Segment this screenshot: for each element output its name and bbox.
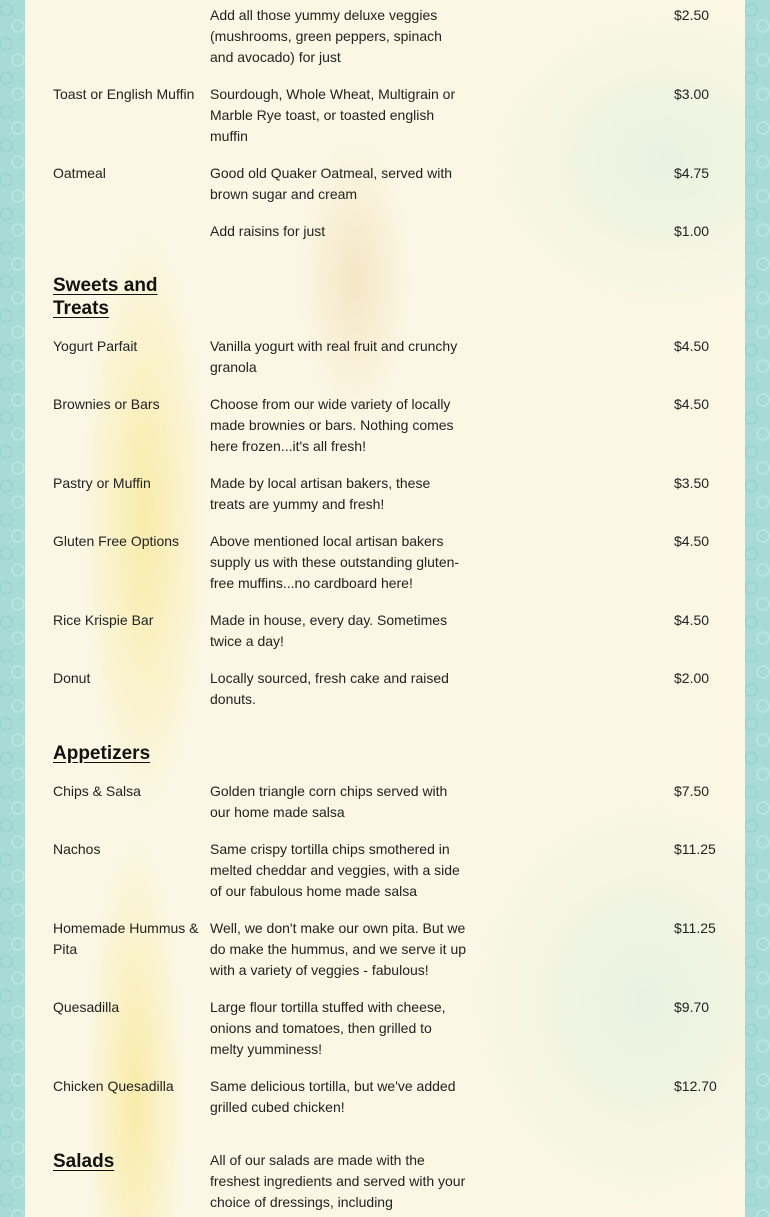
item-price: $3.00: [674, 86, 710, 102]
section-heading-sweets: Sweets and Treats: [53, 275, 158, 319]
item-description: Add all those yummy deluxe veggies (mushrooms, green peppers, spinach and avocado) for just: [210, 7, 442, 65]
item-description: Made by local artisan bakers, these treats are yummy and fresh!: [210, 475, 431, 512]
menu-page: [25, 0, 745, 1217]
item-name: Nachos: [53, 841, 101, 857]
item-price: $9.70: [674, 999, 710, 1015]
item-name: Yogurt Parfait: [53, 338, 138, 354]
item-name: Donut: [53, 670, 91, 686]
item-description: Above mentioned local artisan bakers supply us with these outstanding gluten-free muffins...no cardboard here!: [210, 533, 460, 591]
item-description: Made in house, every day. Sometimes twice a day!: [210, 612, 448, 649]
item-price: $2.00: [674, 670, 710, 686]
item-description: Choose from our wide variety of locally made brownies or bars. Nothing comes here frozen...it's all fresh!: [210, 396, 454, 454]
item-description: Add raisins for just: [210, 223, 326, 239]
section-heading-salads: Salads: [53, 1151, 115, 1172]
section-heading-appetizers: Appetizers: [53, 743, 151, 764]
item-price: $4.50: [674, 612, 710, 628]
item-description: Locally sourced, fresh cake and raised donuts.: [210, 670, 449, 707]
item-price: $12.70: [674, 1078, 717, 1094]
right-border-pattern: [745, 0, 770, 1217]
item-description: Good old Quaker Oatmeal, served with brown sugar and cream: [210, 165, 453, 202]
item-name: Pastry or Muffin: [53, 475, 151, 491]
item-price: $3.50: [674, 475, 710, 491]
item-price: $7.50: [674, 783, 710, 799]
item-description: Golden triangle corn chips served with our home made salsa: [210, 783, 448, 820]
item-description: Large flour tortilla stuffed with cheese, onions and tomatoes, then grilled to melty yumminess!: [210, 999, 446, 1057]
item-name: Brownies or Bars: [53, 396, 160, 412]
item-description: Same delicious tortilla, but we've added grilled cubed chicken!: [210, 1078, 456, 1115]
item-price: $4.50: [674, 396, 710, 412]
item-name: Quesadilla: [53, 999, 120, 1015]
item-price: $11.25: [674, 841, 716, 857]
item-name: Homemade Hummus & Pita: [53, 920, 199, 957]
item-name: Toast or English Muffin: [53, 86, 195, 102]
item-name: Chips & Salsa: [53, 783, 141, 799]
item-name: Rice Krispie Bar: [53, 612, 154, 628]
left-border-pattern: [0, 0, 25, 1217]
item-price: $2.50: [674, 7, 710, 23]
item-name: Oatmeal: [53, 165, 106, 181]
item-description: Well, we don't make our own pita. But we do make the hummus, and we serve it up with a variety of veggies - fabulous!: [210, 920, 467, 978]
item-name: Gluten Free Options: [53, 533, 180, 549]
item-name: Chicken Quesadilla: [53, 1078, 174, 1094]
item-price: $4.50: [674, 533, 710, 549]
item-price: $4.75: [674, 165, 710, 181]
item-description: Sourdough, Whole Wheat, Multigrain or Marble Rye toast, or toasted english muffin: [210, 86, 456, 144]
item-price: $1.00: [674, 223, 710, 239]
item-description: Vanilla yogurt with real fruit and crunchy granola: [210, 338, 458, 375]
item-price: $4.50: [674, 338, 710, 354]
item-price: $11.25: [674, 920, 716, 936]
item-description: Same crispy tortilla chips smothered in melted cheddar and veggies, with a side of our fabulous home made salsa: [210, 841, 460, 899]
salads-intro-text: All of our salads are made with the freshest ingredients and served with your choice of dressings, including: [210, 1152, 466, 1210]
